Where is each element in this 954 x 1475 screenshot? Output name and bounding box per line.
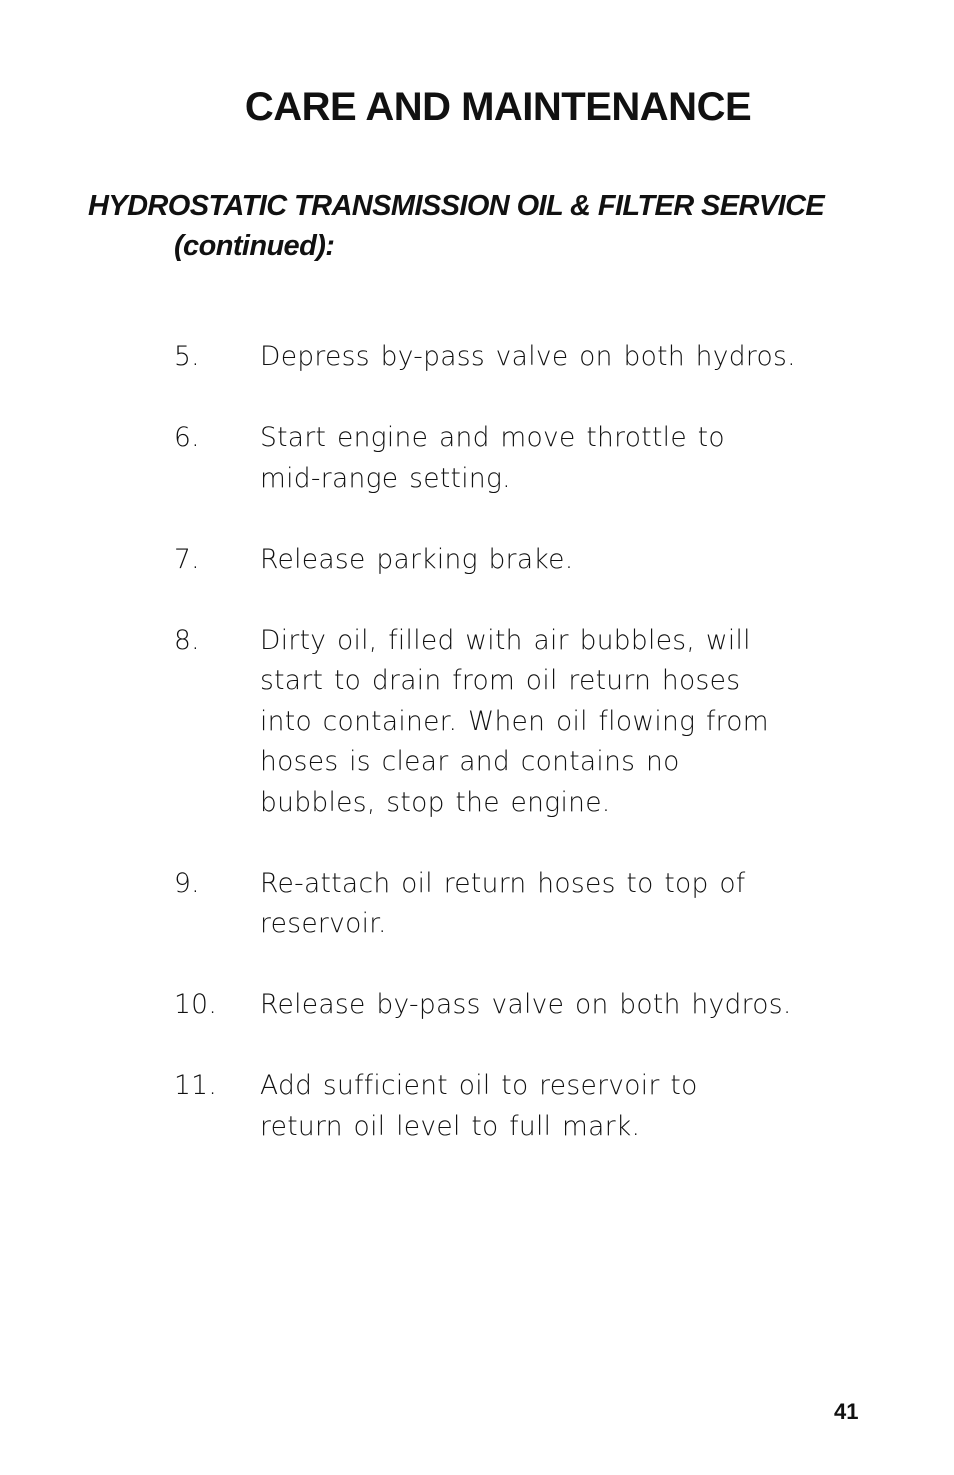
step-text: Start engine and move throttle to mid-range setting. [260, 422, 725, 494]
step-number: 9. [174, 867, 200, 899]
step-text: Re-attach oil return hoses to top of reservoir. [260, 867, 746, 939]
step-number: 11. [174, 1070, 218, 1101]
list-item [174, 985, 874, 1026]
list-item [174, 1066, 874, 1147]
list-item [174, 540, 874, 581]
step-list [174, 337, 874, 1188]
step-number: 8. [174, 624, 200, 656]
section-heading-main: HYDROSTATIC TRANSMISSION OIL & FILTER SERVICE [88, 190, 825, 222]
list-item [174, 864, 874, 945]
list-item [174, 621, 874, 824]
list-item [174, 418, 874, 499]
section-heading [88, 186, 938, 266]
step-number: 6. [174, 422, 200, 453]
section-heading-continued: (continued): [174, 230, 335, 262]
step-number: 5. [174, 341, 200, 372]
page-number: 41 [834, 1399, 859, 1424]
step-text: Dirty oil, filled with air bubbles, will start to drain from oil return hoses into container. When oil flowing from hoses is clear and contains no bubbles, stop the engine. [260, 624, 769, 818]
step-number: 7. [174, 543, 200, 575]
page-title: CARE AND MAINTENANCE [244, 85, 752, 129]
step-text: Depress by-pass valve on both hydros. [260, 341, 796, 372]
step-number: 10. [174, 989, 218, 1020]
step-text: Release by-pass valve on both hydros. [260, 989, 792, 1020]
step-text: Release parking brake. [260, 543, 574, 575]
step-text: Add sufficient oil to reservoir to return oil level to full mark. [260, 1070, 698, 1142]
list-item [174, 337, 874, 378]
